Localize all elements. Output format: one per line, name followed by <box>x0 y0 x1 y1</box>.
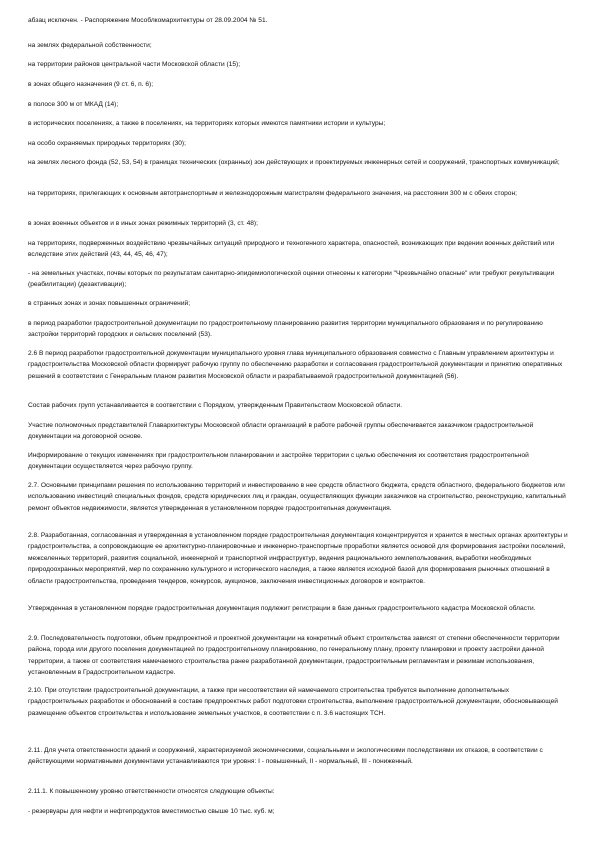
paragraph: на территориях, прилегающих к основным автотранспортным и железнодорожным магистралям федерального значения, на расстоянии 300 м с обеих сторон; <box>28 190 517 197</box>
paragraph: на территориях, подверженных воздействию чрезвычайных ситуаций природного и техногенного характера, опасностей, возникающих при ведении военных действий или вследствие этих действий (43, 44, 45, 46, 47); <box>28 240 555 259</box>
paragraph: 2.11. Для учета ответственности зданий и сооружений, характеризуемой экономическими, социальными и экологическими последствиями их отказов, в соответствии с действующими нормативными документами устанавливаются три уровня: I - повышенный, II - нормальный, III - пониженный. <box>28 747 543 766</box>
paragraph: 2.9. Последовательность подготовки, объем предпроектной и проектной документации на конкретный объект строительства зависят от степени обеспеченности территории района, города или другого поселения документацией по градостроительному планированию, по генеральному плану, проекту планировки и проекту застройки данной территории, а также от соответствия намечаемого строительства ранее разработанной документации, градостроительным регламентам и режимам использования, установленным в Градостроительном кадастре. <box>28 635 560 677</box>
paragraph: в полосе 300 м от МКАД (14); <box>28 101 119 108</box>
paragraph: в исторических поселениях, а также в поселениях, на территориях которых имеются памятники истории и культуры; <box>28 120 386 127</box>
paragraph: Утвержденная в установленном порядке градостроительная документация подлежит регистрации в базе данных градостроительного кадастра Московской области. <box>28 605 536 612</box>
paragraph: - на земельных участках, почвы которых по результатам санитарно-эпидемиологической оценки отнесены к категории "Чрезвычайно опасные" или требуют рекультивации (реабилитации) (дезактивации); <box>28 270 555 289</box>
paragraph: на территории районов центральной части Московской области (15); <box>28 61 241 68</box>
paragraph: 2.11.1. К повышенному уровню ответственности относятся следующие объекты: <box>28 788 275 795</box>
paragraph: в зонах военных объектов и в иных зонах режимных территорий (3, ст. 48); <box>28 220 258 227</box>
paragraph: на особо охраняемых природных территориях (30); <box>28 140 186 147</box>
paragraph: 2.6 В период разработки градостроительной документации муниципального уровня глава муниципального образования совместно с Главным управлением архитектуры и градостроительства Московской области формирует рабочую группу по обеспечению разработки и согласования градостроительной документации и принятию оперативных решений в соответствии с Генеральным планом развития Московской области и разрабатываемой градостроительной документацией (56). <box>28 350 563 380</box>
paragraph: на землях федеральной собственности; <box>28 42 152 49</box>
paragraph: в период разработки градостроительной документации по градостроительному планированию развития территории муниципального образования и по регулированию застройки территорий городских и сельских поселений (53). <box>28 320 543 339</box>
paragraph: в странных зонах и зонах повышенных ограничений; <box>28 300 191 307</box>
paragraph: в зонах общего назначения (9 ст. 6, п. 6); <box>28 81 154 88</box>
paragraph: 2.7. Основными принципами решения по использованию территорий и инвестированию в нее средств областного бюджета, средств областного, федерального бюджетов или использованию инвестиций специальных фондов, средств юридических лиц и граждан, осуществляющих функции заказчиков на строительство, реконструкцию, капитальный ремонт объектов недвижимости, является утвержденная в установленном порядке градостроительная документация. <box>28 482 566 512</box>
paragraph: Участие полномочных представителей Главархитектуры Московской области организаций в работе рабочей группы обеспечивается заказчиком градостроительной документации на договорной основе. <box>28 422 534 441</box>
paragraph: Информирование о текущих изменениях при градостроительном планировании и застройке территории с целью обеспечения их соответствия градостроительной документации осуществляется через рабочую группу. <box>28 452 529 471</box>
paragraph: - резервуары для нефти и нефтепродуктов вместимостью свыше 10 тыс. куб. м; <box>28 808 275 815</box>
paragraph: Состав рабочих групп устанавливается в соответствии с Порядком, утвержденным Правительством Московской области. <box>28 402 403 409</box>
paragraph: 2.8. Разработанная, согласованная и утвержденная в установленном порядке градостроительная документация концентрируется и хранится в местных органах архитектуры и градостроительства, а сопровождающие ее архитектурно-планировочные и инженерно-транспортные проработки является основой для формирования застройки поселений, межселенных территорий, развития социальной, инженерной и транспортной инфраструктур, ведения рационального землепользования, выработки необходимых природоохранных мероприятий, мер по сохранению культурного и исторического наследия, а также является исходной базой для формирования рыночных отношений в области градостроительства, проведения тендеров, конкурсов, аукционов, заключения инвестиционных договоров и контрактов. <box>28 532 568 585</box>
paragraph: абзац исключен. - Распоряжение Мособлкомархитектуры от 28.09.2004 № 51. <box>28 17 268 24</box>
paragraph: на землях лесного фонда (52, 53, 54) в границах технических (охранных) зон действующих и проектируемых инженерных сетей и сооружений, транспортных коммуникаций; <box>28 159 560 166</box>
paragraph: 2.10. При отсутствии градостроительной документации, а также при несоответствии ей намечаемого строительства требуется выполнение дополнительных градостроительных разработок и обоснований в составе предпроектных работ подготовки строительства, выполнение градостроительной документации, обосновывающей размещение объектов строительства и использование земельных участков, в соответствии с п. 3.6 настоящих ТСН. <box>28 687 558 717</box>
